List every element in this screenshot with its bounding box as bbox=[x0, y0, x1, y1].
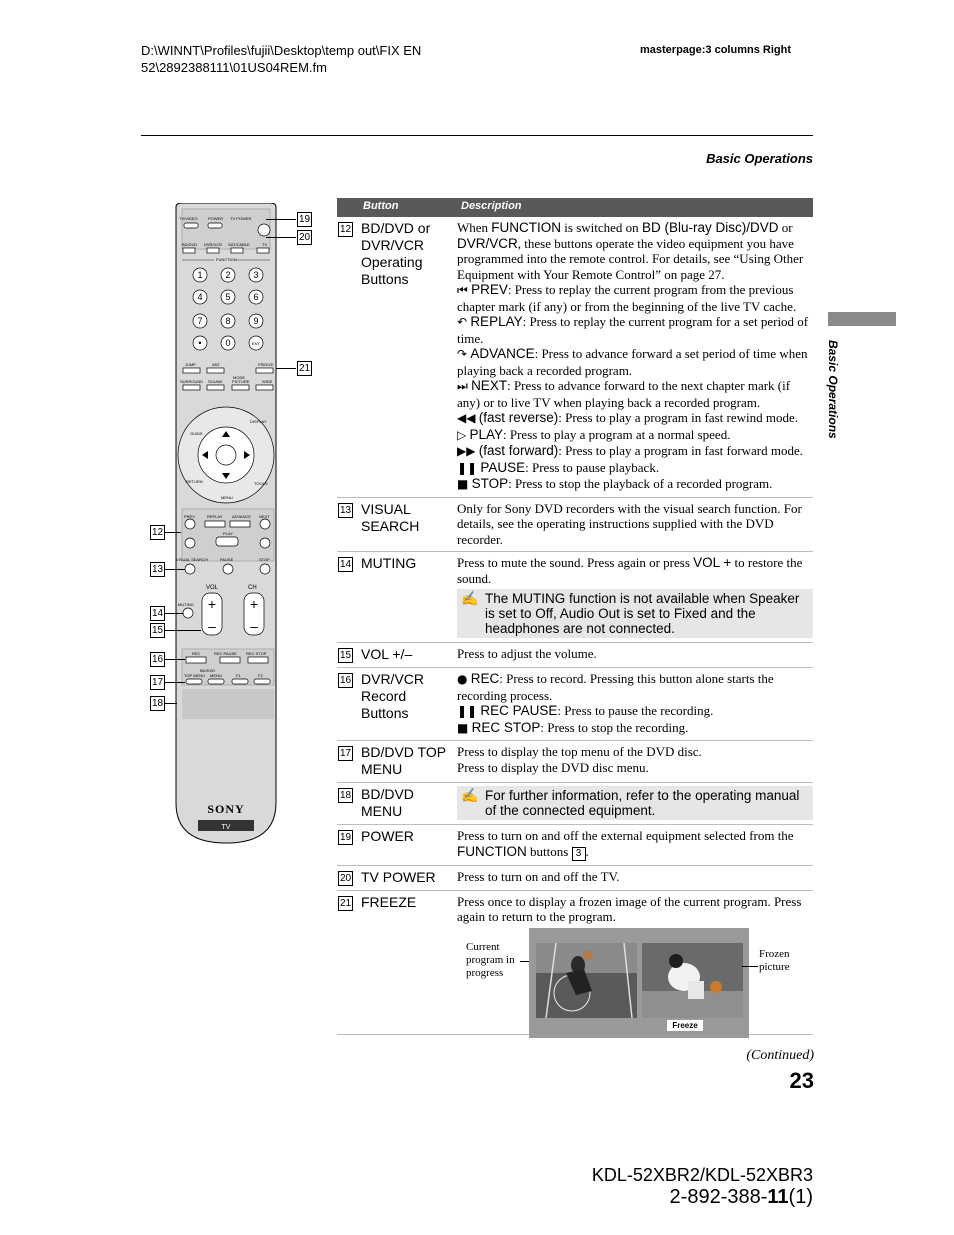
label-ant: ANT bbox=[212, 362, 220, 367]
model-number: KDL-52XBR2/KDL-52XBR3 bbox=[591, 1165, 813, 1185]
row-description: Press once to display a frozen image of the current program. Press again to return to the program. bbox=[457, 893, 802, 924]
callout-21: 21 bbox=[298, 363, 311, 374]
list-item: ❚❚ PAUSE: Press to pause playback. bbox=[457, 459, 660, 475]
file-path: D:\WINNT\Profiles\fujii\Desktop\temp out\FIX EN 52\2892388111\01US04REM.fm bbox=[141, 43, 422, 75]
digit-9: 9 bbox=[253, 316, 259, 326]
label-menu: MENU bbox=[221, 495, 233, 500]
label-function: FUNCTION bbox=[216, 257, 237, 262]
table-row bbox=[337, 552, 813, 643]
list-item: ▷ PLAY: Press to play a program at a normal speed. bbox=[457, 426, 731, 442]
label-sound: SOUND bbox=[208, 379, 223, 384]
row-number: 12 bbox=[339, 224, 352, 235]
fast-reverse-icon: ◀◀ bbox=[457, 411, 476, 425]
table-row bbox=[337, 783, 813, 825]
remote-illustration bbox=[170, 203, 282, 847]
label-mode: MODE bbox=[233, 375, 245, 380]
row-number: 21 bbox=[339, 897, 352, 909]
callout-13: 13 bbox=[151, 564, 164, 575]
current-program-photo bbox=[536, 943, 637, 1018]
label-picture: PICTURE bbox=[232, 379, 250, 384]
callout-line-18 bbox=[165, 703, 177, 704]
note-box: ✍ The MUTING function is not available when Speaker is set to Off, Audio Out is set to Fixed and the headphones are not connected. bbox=[457, 589, 813, 638]
table-row bbox=[337, 498, 813, 553]
table-row bbox=[337, 866, 813, 891]
callout-line-15 bbox=[165, 630, 201, 631]
table-row bbox=[337, 217, 813, 498]
row-description: When FUNCTION is switched on BD (Blu-ray Disc)/DVD or DVR/VCR, these buttons operate the video equipment you have programmed into the remote control. For details, see “Using Other Equipment with Your Remote Control” on page 27. ⏮ PREV: Press to replay the current program from the previous chapter mark (if any) or from the beginning of the live TV cache. ↶ REPLAY: Press to replay the current program for a set period of time. ↷ ADVANCE: Press to advance forward a set period of time when playing back a recorded program. ⏭ NEXT: Press to advance forward to the next chapter mark (if any) or to live TV when playing back a recorded program. ◀◀ (fast reverse): Press to play a program in fast rewind mode. ▷ PLAY: Press to play a program at a normal speed. ▶▶ (fast forward): Press to play a program in fast forward mode. ❚❚ PAUSE: Press to pause playback. ■ STOP: Press to stop the playback of a recorded program. bbox=[457, 220, 813, 493]
callout-line-12 bbox=[165, 532, 181, 533]
label-power: POWER bbox=[208, 216, 224, 221]
table-row bbox=[337, 741, 813, 783]
rec-icon: ● bbox=[457, 672, 468, 686]
callout-14: 14 bbox=[151, 608, 164, 619]
row-description: Press to mute the sound. Press again or press VOL + to restore the sound. ✍ The MUTING function is not available when Speaker is set to Off, Audio Out is set to Fixed and the headphones are not connected. bbox=[457, 555, 813, 638]
row-description bbox=[457, 671, 813, 736]
callout-line-14 bbox=[165, 613, 183, 614]
row-number: 19 bbox=[339, 832, 352, 843]
header-rule bbox=[141, 135, 813, 136]
label-replay: REPLAY bbox=[207, 514, 223, 519]
callout-16: 16 bbox=[151, 654, 164, 665]
digit-8: 8 bbox=[225, 316, 231, 326]
label-tv-func: TV bbox=[262, 242, 268, 247]
col-header-button: Button bbox=[363, 200, 399, 212]
list-item: ↷ ADVANCE: Press to advance forward a set period of time when playing back a recorded program. bbox=[457, 346, 808, 378]
row-description: Only for Sony DVD recorders with the visual search function. For details, see the operating instructions supplied with the DVD recorder. bbox=[457, 500, 802, 547]
label-f1: F1 bbox=[236, 673, 241, 678]
list-item: ■ STOP: Press to stop the playback of a recorded program. bbox=[457, 476, 773, 491]
label-bd-dvd: BD/DVD bbox=[182, 242, 198, 247]
label-advance: ADVANCE bbox=[232, 514, 252, 519]
part-number: 2-892-388-11(1) bbox=[669, 1186, 813, 1208]
table-row bbox=[337, 668, 813, 741]
digit-ent: ENT bbox=[252, 341, 260, 346]
button-name: BD/DVD or DVR/VCR Operating Buttons bbox=[361, 220, 431, 287]
advance-icon: ↷ bbox=[457, 347, 468, 361]
row-number: 15 bbox=[339, 650, 352, 661]
button-name: VOL +/– bbox=[361, 646, 413, 662]
label-dvd-menu: MENU bbox=[210, 673, 222, 678]
table-header bbox=[337, 198, 813, 217]
note-box: ✍ For further information, refer to the operating manual of the connected equipment. bbox=[457, 786, 813, 820]
label-visual-search: VISUAL SEARCH bbox=[176, 557, 208, 562]
callout-line-21 bbox=[276, 368, 296, 369]
label-bd-dvd-lower: BD/DVD bbox=[200, 668, 216, 673]
label-prev: PREV bbox=[184, 514, 195, 519]
note-pencil-icon: ✍ bbox=[461, 787, 479, 803]
col-header-description: Description bbox=[461, 200, 522, 212]
freeze-figure bbox=[529, 928, 749, 1038]
play-icon: ▷ bbox=[457, 427, 467, 442]
label-next: NEXT bbox=[259, 514, 270, 519]
label-return: RETURN bbox=[186, 479, 203, 484]
button-name: POWER bbox=[361, 828, 414, 844]
callout-line-13 bbox=[165, 569, 185, 570]
label-f2: F2 bbox=[258, 673, 263, 678]
label-ch: CH bbox=[248, 585, 257, 591]
label-rec-stop: REC STOP bbox=[246, 651, 267, 656]
list-item: ● REC: Press to record. Pressing this button alone starts the recording process. bbox=[457, 671, 774, 703]
label-wide: WIDE bbox=[262, 379, 273, 384]
label-jump: JUMP bbox=[185, 362, 196, 367]
row-number: 20 bbox=[339, 872, 352, 884]
list-item: ◀◀ (fast reverse): Press to play a program in fast rewind mode. bbox=[457, 410, 798, 425]
row-number: 16 bbox=[339, 675, 352, 686]
digit-3: 3 bbox=[253, 270, 259, 280]
label-stop: STOP bbox=[259, 557, 270, 562]
digit-0: 0 bbox=[225, 338, 231, 348]
svg-text:–: – bbox=[250, 618, 258, 634]
freeze-tag: Freeze bbox=[667, 1020, 703, 1031]
label-surround: SURROUND bbox=[180, 379, 204, 384]
page-number: 23 bbox=[789, 1068, 814, 1093]
button-name: VISUAL SEARCH bbox=[361, 500, 420, 534]
frozen-picture-photo bbox=[642, 943, 743, 1018]
digit-dot: • bbox=[198, 338, 202, 348]
label-guide: GUIDE bbox=[190, 431, 203, 436]
label-current-program: Current program in progress bbox=[466, 941, 515, 979]
masterpage-label: masterpage:3 columns Right bbox=[640, 44, 791, 56]
label-freeze: FREEZE bbox=[258, 362, 274, 367]
list-item: ⏮ PREV: Press to replay the current program from the previous chapter mark (if any) or from the beginning of the live TV cache. bbox=[457, 282, 797, 314]
frozen-leader-line bbox=[742, 966, 758, 967]
svg-text:–: – bbox=[208, 618, 216, 634]
list-item: ▶▶ (fast forward): Press to play a program in fast forward mode. bbox=[457, 443, 804, 458]
label-tv-video: TV/VIDEO bbox=[179, 216, 198, 221]
digit-6: 6 bbox=[253, 292, 259, 302]
digit-1: 1 bbox=[197, 270, 203, 280]
button-name: BD/DVD MENU bbox=[361, 786, 414, 819]
callout-line-19 bbox=[266, 219, 296, 220]
row-number: 18 bbox=[339, 790, 352, 801]
button-name: MUTING bbox=[361, 555, 417, 571]
label-pause: PAUSE bbox=[220, 557, 234, 562]
row-description: Press to turn on and off the TV. bbox=[457, 868, 620, 884]
callout-line-17 bbox=[165, 682, 185, 683]
list-item: ❚❚ REC PAUSE: Press to pause the recording. bbox=[457, 703, 714, 718]
sony-logo: SONY bbox=[207, 802, 245, 816]
digit-4: 4 bbox=[197, 292, 203, 302]
list-item: ⏭ NEXT: Press to advance forward to the next chapter mark (if any) or to live TV when playing back a recorded program. bbox=[457, 378, 791, 410]
callout-line-20 bbox=[266, 237, 296, 238]
replay-icon: ↶ bbox=[457, 315, 468, 329]
row-number: 14 bbox=[339, 559, 352, 570]
fast-forward-icon: ▶▶ bbox=[457, 444, 476, 458]
callout-18: 18 bbox=[151, 698, 164, 709]
row-description: Press to turn on and off the external equipment selected from the FUNCTION buttons 3 . bbox=[457, 828, 794, 859]
side-tab-bar bbox=[828, 312, 896, 326]
digit-7: 7 bbox=[197, 316, 203, 326]
label-display: DISPLAY bbox=[250, 419, 267, 424]
row-description bbox=[457, 786, 813, 820]
button-description-table bbox=[337, 198, 813, 1035]
tv-power-button bbox=[258, 224, 270, 236]
label-muting: MUTING bbox=[178, 602, 194, 607]
label-sat-cable: SAT/CABLE bbox=[228, 242, 250, 247]
rec-pause-icon: ❚❚ bbox=[457, 704, 478, 718]
section-title: Basic Operations bbox=[706, 151, 813, 166]
callout-line-16 bbox=[165, 659, 185, 660]
list-item: ■ REC STOP: Press to stop the recording. bbox=[457, 719, 689, 735]
pause-icon: ❚❚ bbox=[457, 460, 478, 475]
callout-20: 20 bbox=[298, 232, 311, 243]
tv-badge: TV bbox=[221, 824, 231, 831]
side-tab-label: Basic Operations bbox=[826, 340, 840, 439]
prev-icon: ⏮ bbox=[457, 283, 468, 297]
svg-text:+: + bbox=[249, 596, 259, 612]
row-description: Press to adjust the volume. bbox=[457, 646, 597, 661]
callout-17: 17 bbox=[151, 677, 164, 688]
label-tv-power: TV POWER bbox=[230, 216, 252, 221]
label-tools: TOOLS bbox=[254, 481, 268, 486]
next-icon: ⏭ bbox=[457, 379, 468, 393]
digit-5: 5 bbox=[225, 292, 231, 302]
label-dvr-vcr: DVR/VCR bbox=[204, 242, 223, 247]
note-pencil-icon: ✍ bbox=[461, 590, 479, 606]
label-rec-pause: REC PAUSE bbox=[214, 651, 237, 656]
label-play: PLAY bbox=[223, 531, 233, 536]
row-number: 17 bbox=[339, 748, 352, 759]
row-description: Press to display the top menu of the DVD disc. Press to display the DVD disc menu. bbox=[457, 744, 702, 775]
label-frozen-picture: Frozen picture bbox=[759, 948, 790, 973]
rec-stop-icon: ■ bbox=[457, 720, 469, 735]
stop-icon: ■ bbox=[457, 477, 469, 491]
label-vol: VOL bbox=[206, 585, 219, 591]
button-name: TV POWER bbox=[361, 868, 436, 885]
table-row bbox=[337, 643, 813, 668]
callout-12: 12 bbox=[151, 527, 164, 538]
button-name: BD/DVD TOP MENU bbox=[361, 744, 446, 777]
list-item: ↶ REPLAY: Press to replay the current program for a set period of time. bbox=[457, 314, 809, 346]
callout-19: 19 bbox=[298, 214, 311, 225]
button-name: FREEZE bbox=[361, 893, 417, 910]
ref-box: 3 bbox=[572, 847, 586, 861]
digit-2: 2 bbox=[225, 270, 231, 280]
callout-15: 15 bbox=[151, 625, 164, 636]
row-number: 13 bbox=[339, 504, 352, 516]
table-row bbox=[337, 825, 813, 866]
button-name: DVR/VCR Record Buttons bbox=[361, 671, 425, 721]
label-top-menu: TOP MENU bbox=[184, 673, 205, 678]
navigation-pad bbox=[178, 407, 274, 503]
continued-label: (Continued) bbox=[746, 1048, 814, 1063]
svg-text:+: + bbox=[207, 596, 217, 612]
label-rec: REC bbox=[192, 651, 201, 656]
